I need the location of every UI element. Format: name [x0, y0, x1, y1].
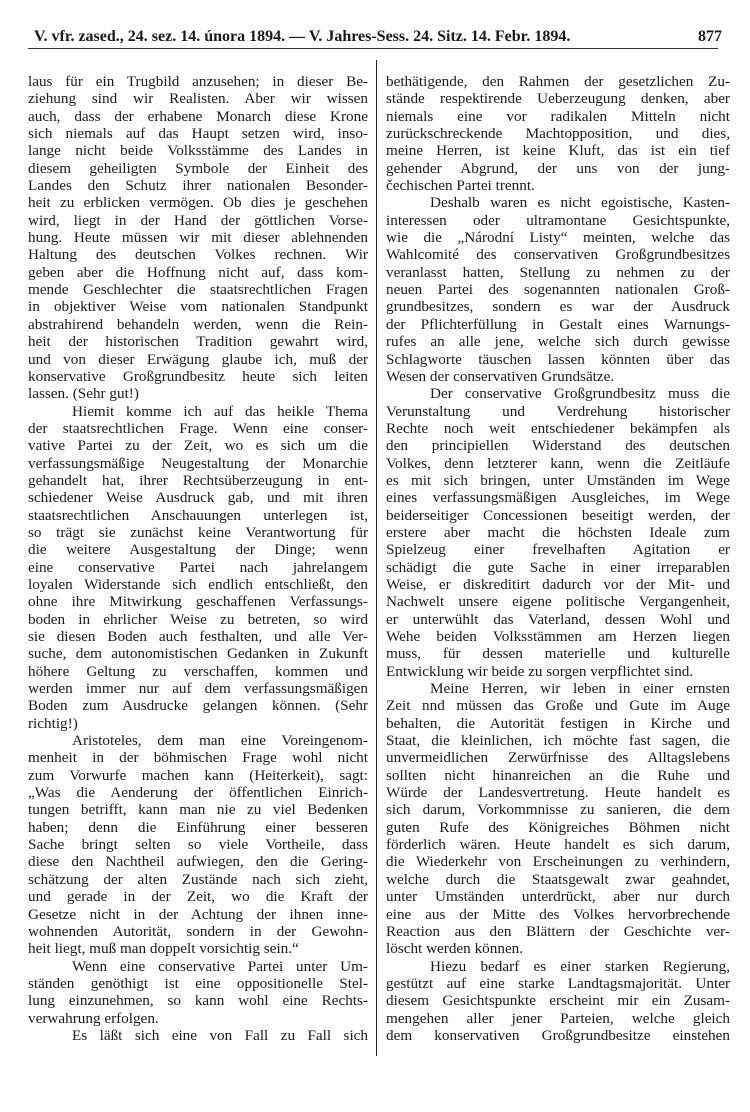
paragraph	[386, 385, 730, 680]
text-line: heit zu erblicken vermögen. Ob dies je geschehen	[28, 194, 368, 212]
paragraph	[28, 958, 368, 1027]
text-line: abstrahirend behandeln werden, wenn die Rein-	[28, 315, 368, 333]
text-line: verfassungsmäßige Neugestaltung der Monarchie	[28, 454, 368, 472]
text-line: lung einzunehmen, so kann wohl eine Rechts-	[28, 992, 368, 1010]
text-line: werden immer nur auf dem verfassungsmäßigen	[28, 680, 368, 698]
paragraph	[28, 732, 368, 957]
text-line: eine conservative Partei nach jahrelangem	[28, 558, 368, 576]
text-line: auch, dass der erhabene Monarch diese Krone	[28, 107, 368, 125]
paragraph	[386, 194, 730, 385]
text-line: menheit in der böhmischen Frage wohl nicht	[28, 749, 368, 767]
text-line: die weitere Ausgestaltung der Dinge; wenn	[28, 541, 368, 559]
text-line: so trägt sie zunächst keine Verantwortung für	[28, 523, 368, 541]
text-line: gehender Abgrund, der uns von der jung-	[386, 159, 730, 177]
text-line: Schlagworte täuschen lassen könnten über das	[386, 350, 730, 368]
text-line: muss, für dessen materielle und kulturelle	[386, 645, 730, 663]
text-line: dem konservativen Großgrundbesitze einstehen	[386, 1026, 730, 1044]
text-line: förderlich wären. Heute handelt es sich darum,	[386, 836, 730, 854]
text-line: zum Vorwurfe machen kann (Heiterkeit), sagt:	[28, 766, 368, 784]
text-line: es mit sich bringen, unter Umständen im Wege	[386, 471, 730, 489]
paragraph	[28, 73, 368, 403]
paragraph	[386, 73, 730, 194]
text-line: rufes an alle jene, welche sich durch gewisse	[386, 333, 730, 351]
text-line: Staat, die kleinlichen, ich möchte fast sagen, die	[386, 732, 730, 750]
text-line: Landes den Schutz ihrer nationalen Besonder-	[28, 177, 368, 195]
column-divider	[376, 60, 377, 1056]
text-line: tungen betrifft, kann man nie zu viel Bedenken	[28, 801, 368, 819]
text-line: Gesetze nicht in der Achtung der ihnen inne-	[28, 905, 368, 923]
text-line: heit liegt, muß man doppelt vorsichtig sein.“	[28, 940, 299, 958]
text-line: heit der historischen Tradition gewahrt wird,	[28, 333, 368, 351]
text-line: geben aber die Hoffnung nicht auf, dass kom-	[28, 263, 368, 281]
text-line: gestützt auf eine starke Landtagsmajorität. Unter	[386, 974, 730, 992]
header-title: V. vfr. zased., 24. sez. 14. února 1894. — V. Jahres-Sess. 24. Sitz. 14. Febr. 1894.	[34, 28, 571, 45]
text-line: die Wiederkehr von Erscheinungen zu verhindern,	[386, 853, 730, 871]
text-line: Wesen der conservativen Grundsätze.	[386, 367, 615, 385]
text-line: Wahlcomité des conservativen Großgrundbesitzes	[386, 246, 730, 264]
text-line: Zeit nnd müssen das Große und Gute im Auge	[386, 697, 730, 715]
text-line: ohne ihre Mitwirkung geschaffenen Verfassungs-	[28, 593, 368, 611]
text-line: und gerade in der Zeit, wo die Kraft der	[28, 888, 368, 906]
text-line: welche durch die Staatsgewalt zwar geahndet,	[386, 870, 730, 888]
text-line: konservative Großgrundbesitz heute sich leiten	[28, 367, 368, 385]
text-line: „Was die Aenderung der öffentlichen Einrich-	[28, 784, 368, 802]
text-line: meine Herren, ist keine Kluft, das ist ein tief	[386, 142, 730, 160]
text-line: behalten, die Autorität festigen in Kirche und	[386, 714, 730, 732]
text-line: Würde der Landesvertretung. Heute handelt es	[386, 784, 730, 802]
text-line: interessen oder ultramontane Gesichtspunkte,	[386, 211, 730, 229]
text-line: wird, liegt in der Hand der göttlichen Vorse-	[28, 211, 368, 229]
left-column	[28, 73, 368, 1044]
header-rule	[28, 48, 718, 49]
text-line: schiedener Weise Ausdruck gab, und mit ihren	[28, 489, 368, 507]
right-column	[386, 73, 730, 1044]
text-line: guten Rufe des Königreiches Böhmen nicht	[386, 818, 730, 836]
text-line: sollten nicht hinanreichen an die Ruhe und	[386, 766, 730, 784]
paragraph	[28, 1027, 368, 1044]
text-line: vative Partei zu der Zeit, wo es sich um die	[28, 437, 368, 455]
paragraph	[28, 403, 368, 733]
text-line: Spielzeug einer frevelhaften Agitation er	[386, 541, 730, 559]
text-line: diesem Gesichtspunkte erscheint mir ein Zusam-	[386, 992, 730, 1010]
text-line: Boden zum Ausdrucke gelangen können. (Sehr	[28, 697, 368, 715]
text-line: Sache bringt selten so viele Vortheile, dass	[28, 836, 368, 854]
text-line: schätzung der alten Zustände nach sich zieht,	[28, 870, 368, 888]
text-line: Verunstaltung und Verdrehung historischer	[386, 402, 730, 420]
text-line: Nachwelt unsere eigene politische Vergangenheit,	[386, 593, 730, 611]
text-line: boden in ehrlicher Weise zu betreten, so wird	[28, 610, 368, 628]
text-line: schädigt die gute Sache in einer irreparablen	[386, 558, 730, 576]
text-line: Weise, er diskreditirt dadurch vor der Mit- und	[386, 575, 730, 593]
text-line: Hiemit komme ich auf das heikle Thema	[72, 402, 368, 420]
running-header	[34, 24, 722, 46]
text-line: eines verfassungsmäßigen Ausgleiches, im Wege	[386, 489, 730, 507]
text-line: verwahrung erfolgen.	[28, 1009, 159, 1027]
text-line: erstere aber macht die höchsten Ideale zum	[386, 523, 730, 541]
page-number: 877	[698, 28, 722, 45]
text-line: mende Geschlechter die staatsrechtlichen Fragen	[28, 281, 368, 299]
text-line: ständen genöthigt ist eine oppositionelle Stel-	[28, 974, 368, 992]
text-line: Hiezu bedarf es einer starken Regierung,	[430, 957, 730, 975]
text-line: neuen Partei des sogenannten nationalen Groß-	[386, 281, 730, 299]
text-line: sich niemals auf das Haupt setzen wird, inso-	[28, 125, 368, 143]
text-line: mengehen aller jener Parteien, welche gleich	[386, 1009, 730, 1027]
text-line: Aristoteles, dem man eine Voreingenom-	[72, 732, 368, 750]
text-line: sich darum, Vorkommnisse zu sanieren, die dem	[386, 801, 730, 819]
text-line: sie diesen Boden auch festhalten, und alle Ver-	[28, 628, 368, 645]
text-line: beiderseitiger Concessionen beseitigt werden, der	[386, 506, 730, 524]
text-line: Entwicklung wir beide zu sorgen verpflichtet sind.	[386, 662, 694, 680]
text-line: Deshalb waren es nicht egoistische, Kasten-	[430, 194, 730, 212]
text-line: Es läßt sich eine von Fall zu Fall sich	[72, 1026, 368, 1044]
text-line: Rechte noch weit entschiedener bekämpfen als	[386, 419, 730, 437]
text-line: stände respektirende Ueberzeugung denken, aber	[386, 90, 730, 108]
text-line: wie die „Národní Listy“ meinten, welche das	[386, 229, 730, 247]
text-line: er unterwühlt das Vaterland, dessen Wohl und	[386, 610, 730, 628]
text-line: suche, dem autonomistischen Gedanken in Zukunft	[28, 645, 368, 663]
text-line: eine aus der Mitte des Volkes hervorbrechende	[386, 905, 730, 923]
text-line: Volkes, denn letzterer kann, wenn die Zeitläufe	[386, 454, 730, 472]
text-line: lange nicht beide Volksstämme des Landes in	[28, 142, 368, 160]
text-line: haben; denn die Einführung einer besseren	[28, 818, 368, 836]
text-line: unter Umständen unterdrückt, aber nur durch	[386, 888, 730, 906]
text-line: Meine Herren, wir leben in einer ernsten	[430, 680, 730, 698]
text-line: staatsrechtlichen Anschauungen unterlegen ist,	[28, 506, 368, 524]
paragraph	[386, 680, 730, 958]
text-line: veranlasst hatten, Stellung zu nehmen zu der	[386, 263, 730, 281]
text-line: Haltung des deutschen Volkes rechnen. Wir	[28, 246, 368, 264]
paragraph	[386, 958, 730, 1045]
text-line: in objektiver Weise vom nationalen Standpunkt	[28, 298, 368, 316]
text-line: unvermeidlichen Zerwürfnisse des Alltagslebens	[386, 749, 730, 767]
text-line: wohnenden Autorität, sondern in der Gewohn-	[28, 922, 368, 940]
text-line: Wenn eine conservative Partei unter Um-	[72, 957, 368, 975]
text-line: und von dieser Erwägung glaube ich, muß der	[28, 350, 368, 368]
text-line: ziehung sind wir Realisten. Aber wir wissen	[28, 90, 368, 108]
text-line: Reaction aus den Blättern der Geschichte ver-	[386, 922, 730, 940]
text-line: gehandelt hat, ihrer Rechtsüberzeugung in ent-	[28, 471, 368, 489]
text-line: Der conservative Großgrundbesitz muss die	[430, 385, 730, 403]
text-line: Wehe beiden Volksstämmen am Herzen liegen	[386, 628, 730, 645]
text-line: den principiellen Widerstand des deutschen	[386, 437, 730, 455]
text-line: bethätigende, den Rahmen der gesetzlichen Zu-	[386, 73, 730, 90]
text-line: zurückschreckende Machtopposition, und dies,	[386, 125, 730, 143]
text-line: der Pflichterfüllung in Gestalt eines Warnungs-	[386, 315, 730, 333]
text-line: hung. Heute müssen wir mit dieser ablehnenden	[28, 229, 368, 247]
text-line: čechischen Partei trennt.	[386, 177, 535, 195]
text-line: loyalen Widerstande sich endlich entschließt, den	[28, 575, 368, 593]
text-line: der staatsrechtlichen Frage. Wenn eine conser-	[28, 419, 368, 437]
text-line: richtig!)	[28, 714, 78, 732]
text-line: diese den Nachtheil aufwiegen, den die Gering-	[28, 853, 368, 871]
text-line: niemals eine vor radikalen Mitteln nicht	[386, 107, 730, 125]
text-line: laus für ein Trugbild anzusehen; in dieser Be-	[28, 73, 368, 90]
text-line: löscht werden können.	[386, 940, 524, 958]
text-line: lassen. (Sehr gut!)	[28, 385, 139, 403]
text-line: höhere Geltung zu verschaffen, kommen und	[28, 662, 368, 680]
text-line: diesem geheiligten Symbole der Einheit des	[28, 159, 368, 177]
text-line: grundbesitzes, sondern es war der Ausdruck	[386, 298, 730, 316]
